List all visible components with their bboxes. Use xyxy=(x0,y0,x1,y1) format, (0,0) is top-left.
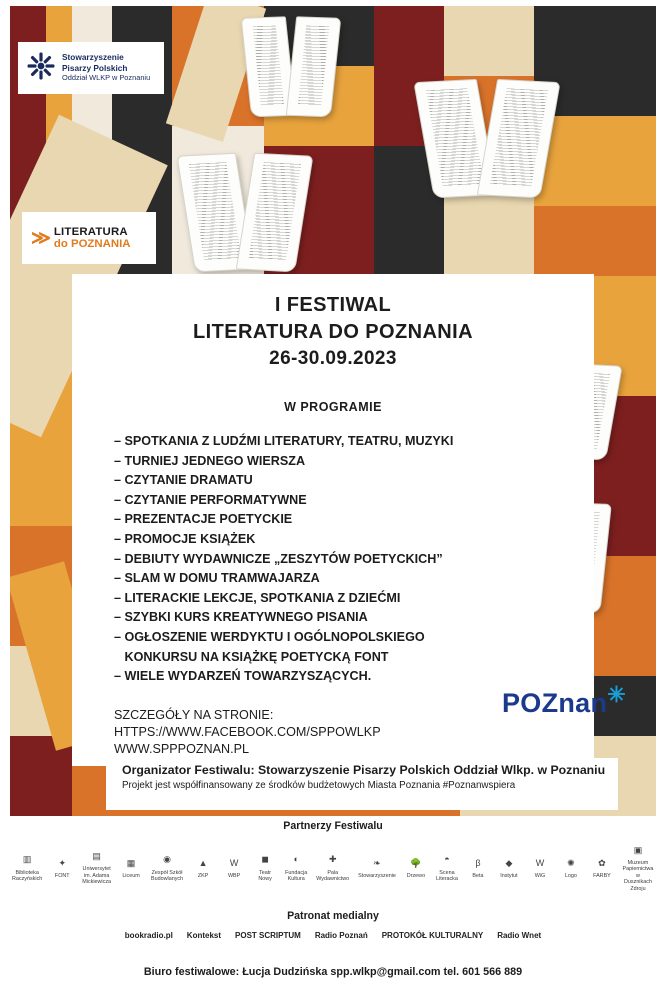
partner-logo: ▤ Uniwersytet im. Adama Mickiewicza xyxy=(82,848,111,885)
partner-mark-icon: 🌳 xyxy=(410,857,422,868)
partner-logo: ▥ Biblioteka Raczyńskich xyxy=(12,852,42,883)
festival-dates: 26-30.09.2023 xyxy=(269,348,397,369)
partner-mark-icon: ✦ xyxy=(58,857,67,868)
list-item: – SPOTKANIA Z LUDŹMI LITERATURY, TEATRU, MUZYKI xyxy=(114,434,454,448)
facebook-url[interactable]: HTTPS://WWW.FACEBOOK.COM/SPPOWLKP xyxy=(114,724,381,739)
partner-mark-icon: ▣ xyxy=(633,844,643,855)
poznan-logo xyxy=(502,682,626,719)
partner-logo: 🌳 Drzewo xyxy=(405,855,427,879)
website-url[interactable]: WWW.SPPPOZNAN.PL xyxy=(114,741,250,756)
organizer-line: Organizator Festiwalu: Stowarzyszenie Pisarzy Polskich Oddział Wlkp. w Poznaniu xyxy=(122,763,606,777)
list-item: – CZYTANIE DRAMATU xyxy=(114,473,253,488)
partner-mark-icon: W xyxy=(535,857,545,868)
partner-mark-icon: ✿ xyxy=(598,857,606,868)
media-logos xyxy=(0,931,666,940)
list-item: – SLAM W DOMU TRAMWAJARZA xyxy=(114,571,320,586)
literatura-badge xyxy=(22,212,156,264)
project-funding-line: Projekt jest współfinansowany ze środków budżetowych Miasta Poznania #Poznanwspiera xyxy=(122,780,516,791)
partner-logo: ▦ Liceum xyxy=(120,855,142,879)
open-book-icon xyxy=(424,78,550,196)
partner-logo: ✦ FONT xyxy=(51,855,73,879)
spp-logo-line3: Oddział WLKP w Poznaniu xyxy=(62,73,151,83)
list-item: – CZYTANIE PERFORMATYWNE xyxy=(114,492,307,507)
partners-heading: Partnerzy Festiwalu xyxy=(283,820,383,832)
partner-logo: ▲ ZKP xyxy=(192,855,214,879)
footer xyxy=(0,820,666,978)
partner-logo: ◆ Instytut xyxy=(498,855,520,879)
list-item: – PROMOCJE KSIĄŻEK xyxy=(114,531,256,546)
spp-logo xyxy=(18,42,164,94)
partner-mark-icon: ❧ xyxy=(373,857,381,868)
list-item: KONKURSU NA KSIĄŻKĘ POETYCKĄ FONT xyxy=(114,649,389,664)
partner-mark-icon: β xyxy=(475,857,481,868)
list-item: – DEBIUTY WYDAWNICZE „ZESZYTÓW POETYCKICH” xyxy=(114,551,443,566)
list-item: – OGŁOSZENIE WERDYKTU I OGÓLNOPOLSKIEGO xyxy=(114,629,425,644)
program-list xyxy=(114,432,594,687)
spp-logo-line2: Pisarzy Polskich xyxy=(62,62,128,73)
list-item: – WIELE WYDARZEŃ TOWARZYSZĄCYCH. xyxy=(114,669,372,684)
partner-logo: ◼ Teatr Nowy xyxy=(254,852,276,883)
spp-logo-line1: Stowarzyszenie xyxy=(62,52,124,63)
partner-mark-icon: ▲ xyxy=(198,857,208,868)
details-heading: SZCZEGÓŁY NA STRONIE: xyxy=(114,707,274,722)
partner-mark-icon: ◐ xyxy=(293,854,299,865)
poznan-logo-text: POZnan xyxy=(501,688,608,718)
partner-logo: W WiG xyxy=(529,855,551,879)
partner-mark-icon: ▥ xyxy=(22,854,32,865)
spp-asterisk-icon xyxy=(26,51,56,86)
media-logo: PROTOKÓŁ KULTURALNY xyxy=(381,931,484,941)
media-heading: Patronat medialny xyxy=(287,910,379,923)
partner-logos xyxy=(0,842,666,892)
partner-logo: ◉ Zespół Szkół Budowlanych xyxy=(151,852,183,883)
list-item: – LITERACKIE LEKCJE, SPOTKANIA Z DZIEĆMI xyxy=(114,590,401,605)
partner-logo: ◐ Fundacja Kultura xyxy=(285,852,307,883)
festival-poster xyxy=(10,6,656,816)
partner-logo: W WBP xyxy=(223,855,245,879)
program-heading: W PROGRAMIE xyxy=(284,400,382,414)
partner-logo: ◓ Scena Literacka xyxy=(436,852,458,883)
partner-mark-icon: ◓ xyxy=(444,854,450,865)
partner-mark-icon: ▦ xyxy=(126,857,136,868)
partner-mark-icon: ▤ xyxy=(92,851,101,862)
list-item: – SZYBKI KURS KREATYWNEGO PISANIA xyxy=(114,610,368,625)
partner-logo: β Beta xyxy=(467,855,489,879)
partner-mark-icon: ✺ xyxy=(567,857,575,868)
list-item: – PREZENTACJE POETYCKIE xyxy=(114,512,293,527)
partner-mark-icon: ◆ xyxy=(505,857,513,868)
media-logo: POST SCRIPTUM xyxy=(235,931,301,941)
partner-mark-icon: ✚ xyxy=(328,854,337,865)
list-item: – TURNIEJ JEDNEGO WIERSZA xyxy=(114,453,306,468)
partner-logo: ❧ Stowarzyszenie xyxy=(358,855,396,879)
badge-line2: do POZNANIA xyxy=(53,238,131,250)
partner-mark-icon: ◼ xyxy=(261,854,269,865)
organizer-panel xyxy=(106,758,618,810)
badge-line1: LITERATURA xyxy=(53,226,128,238)
poznan-star-icon: ✳ xyxy=(607,682,626,707)
partner-logo: ▣ Muzeum Papiernictwa w Dusznikach Zdroju xyxy=(622,842,654,892)
partner-mark-icon: W xyxy=(229,857,239,868)
open-book-icon xyxy=(246,16,336,116)
media-logo: Radio Wnet xyxy=(497,931,542,941)
media-logo: bookradio.pl xyxy=(124,931,173,941)
open-book-icon xyxy=(186,152,304,270)
partner-logo: ✿ FARBY xyxy=(591,855,613,879)
partner-logo: ✚ Pala Wydawnictwo xyxy=(316,852,349,883)
double-chevron-icon: ≫ xyxy=(31,227,47,249)
contact-line: Biuro festiwalowe: Łucja Dudzińska spp.wlkp@gmail.com tel. 601 566 889 xyxy=(143,966,523,979)
partner-logo: ✺ Logo xyxy=(560,855,582,879)
media-logo: Radio Poznań xyxy=(314,931,368,941)
festival-title-line1: I FESTIWAL xyxy=(274,294,392,316)
partner-mark-icon: ◉ xyxy=(163,854,171,865)
festival-title-line2: LITERATURA DO POZNANIA xyxy=(193,321,473,343)
media-logo: Kontekst xyxy=(186,931,222,941)
